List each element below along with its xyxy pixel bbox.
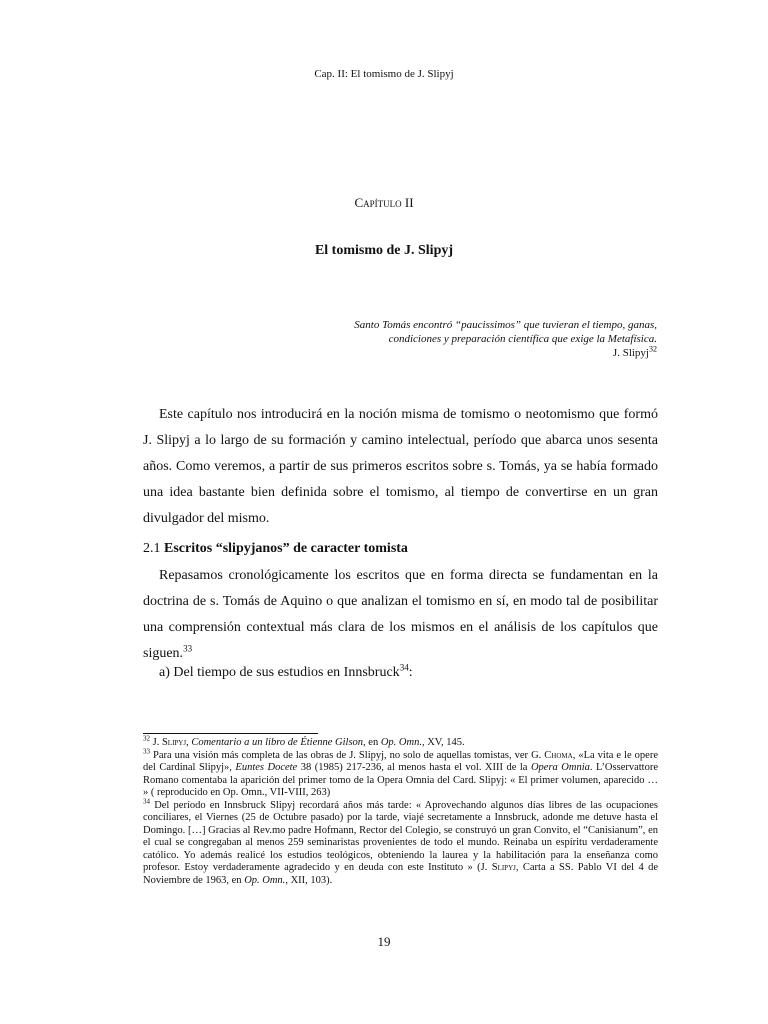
epigraph-author [277, 346, 657, 360]
footnote-32-number: 32 [143, 734, 150, 743]
epigraph-line-2: condiciones y preparación científica que exige la Metafísica. [388, 333, 657, 345]
fn32-initial: J. [152, 737, 162, 748]
section-heading [143, 541, 408, 557]
footnote-ref-32[interactable]: 32 [649, 344, 657, 354]
fn33-author: Choma [544, 749, 573, 761]
subsection-heading: a) Del tiempo de sus estudios en Innsbruck$^{34}$: [159, 662, 413, 680]
fn32-work: Comentario a un libro de Étienne Gilson [191, 737, 364, 748]
subsection-text: a) Del tiempo de sus estudios en Innsbruck [159, 665, 400, 680]
epigraph-author-name: J. Slipyj [612, 347, 649, 359]
fn33-text-a: Para una visión más completa de las obras de J. Slipyj, no solo de aquellas tomistas, ver G. [150, 749, 545, 761]
footnote-33-number: 33 [143, 747, 150, 755]
fn33-opera: Opera Omnia [530, 762, 590, 773]
fn32-sep: , [186, 737, 192, 748]
footnote-34 [143, 797, 658, 888]
section-title: Escritos “slipyjanos” de caracter tomista [164, 541, 408, 556]
footnote-ref-33[interactable]: 33 [183, 643, 193, 654]
footnote-32 [143, 734, 658, 750]
fn33-text-b: , «La vita e le opere del Cardinal Slipyj», [143, 749, 659, 773]
fn33-journal: Euntes Docete [235, 762, 298, 773]
fn34-text-c: , XII, 103). [285, 874, 333, 886]
running-header: Cap. II: El tomismo de J. Slipyj [314, 68, 454, 80]
fn34-text-a: Del período en Innsbruck Slipyj recordará años más tarde: « Aprovechando algunos días libres de las ocupaciones conciliares, el Viernes (25 de Octubre pasado) por la tarde, viajé secretamente a Innsbruck, adonde me detuve hasta el Domingo. […] Gracias al Rev.mo padre Hofmann, Rector del Colegio, se construyó un gran Convito, el “Canisianum”, en el cual se congregaban al menos 259 seminaristas provenientes de todo el mundo. Reinaba un espíritu verdaderamente católico. Yo además realicé los estudios teológicos, obteniendo la laurea y la habilitación para la enseñanza como profesor. Estoy verdaderamente agradecido y en deuda con este Instituto » (J. [143, 799, 658, 873]
fn33-text-d: . L’Osservattore Romano comentaba la aparición del primer tomo de la Opera Omnia del Card. Slipyj: « El primer volumen, aparecido … » ( reproducido en Op. Omn., VII-VIII, 263) [143, 762, 658, 798]
chapter-number: II [404, 195, 414, 210]
paragraph-chronology-text: Repasamos cronológicamente los escritos que en forma directa se fundamentan en la doctrina de s. Tomás de Aquino o que analizan el tomismo en sí, en modo tal de posibilitar una comprensión contextual más clara de los mismos en el análisis de los capítulos que siguen. [143, 568, 658, 661]
fn34-text-b: , Carta a SS. Pablo VI del 4 de Noviembre de 1963, en [143, 862, 658, 886]
fn33-text-c: 38 (1985) 217-236, al menos hasta el vol. XIII de la [297, 762, 531, 773]
fn32-mid: , en [363, 737, 381, 748]
chapter-label [0, 195, 768, 211]
fn32-source: Op. Omn. [380, 737, 422, 748]
fn32-tail: , XV, 145. [421, 737, 465, 748]
fn34-source: Op. Omn. [244, 874, 286, 886]
epigraph [277, 318, 657, 360]
footnote-ref-34[interactable]: 34 [399, 662, 409, 673]
chapter-word: Capítulo [354, 195, 402, 210]
section-number: 2.1 [143, 541, 161, 556]
footnotes [143, 734, 659, 887]
chapter-title: El tomismo de J. Slipyj [314, 243, 454, 258]
footnote-33 [143, 747, 659, 800]
paragraph-chronology [143, 563, 658, 667]
fn32-author: Slipyj [161, 737, 187, 748]
paragraph-intro: Este capítulo nos introducirá en la noción misma de tomismo o neotomismo que formó J. Slipyj a lo largo de su formación y camino intelectual, período que abarca unos sesenta años. Como veremos, a partir de sus primeros escritos sobre s. Tomás, ya se había formado una idea bastante bien definida sobre el tomismo, al tiempo de convertirse en un gran divulgador del mismo. [143, 407, 658, 526]
fn34-author: Slipyj [491, 862, 516, 873]
page-number: 19 [377, 934, 391, 949]
epigraph-line-1: Santo Tomás encontró “paucissimos” que tuvieran el tiempo, ganas, [354, 319, 657, 331]
footnote-34-number: 34 [143, 797, 150, 805]
footnote-separator [143, 733, 318, 734]
